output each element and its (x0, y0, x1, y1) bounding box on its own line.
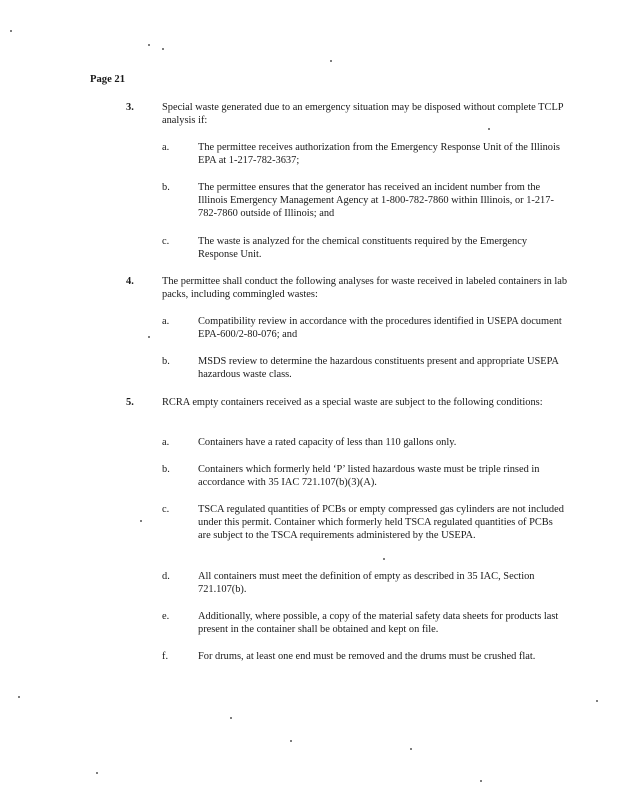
item-4b-text: MSDS review to determine the hazardous constituents present and appropriate USEPA hazardous waste class. (198, 356, 559, 381)
item-4a-letter: a. (162, 316, 170, 327)
item-5f-letter: f. (162, 651, 169, 662)
scan-speck (148, 336, 150, 338)
item-5b-text: Containers which formerly held ‘P’ listed hazardous waste must be triple rinsed in accordance with 35 IAC 721.107(b)(3)(A). (198, 464, 540, 489)
scan-speck (230, 717, 232, 719)
scan-speck (162, 48, 164, 50)
item-3a-letter: a. (162, 142, 170, 153)
item-3c-text: The waste is analyzed for the chemical constituents required by the Emergency Response Unit. (198, 236, 528, 261)
scan-speck (140, 520, 142, 522)
item-5a-text: Containers have a rated capacity of less than 110 gallons only. (198, 437, 457, 448)
item-5e-text: Additionally, where possible, a copy of the material safety data sheets for products last present in the container shall be obtained and kept on file. (198, 611, 559, 636)
item-5c-letter: c. (162, 504, 170, 515)
item-5-number: 5. (126, 397, 134, 408)
scan-speck (10, 30, 12, 32)
scan-speck (18, 696, 20, 698)
item-5e-letter: e. (162, 611, 170, 622)
item-5f-text: For drums, at least one end must be removed and the drums must be crushed flat. (198, 651, 536, 662)
item-5a-letter: a. (162, 437, 170, 448)
item-4b-letter: b. (162, 356, 170, 367)
item-5-text: RCRA empty containers received as a special waste are subject to the following conditions: (162, 397, 543, 408)
scan-speck (410, 748, 412, 750)
scan-speck (290, 740, 292, 742)
item-3b-text: The permittee ensures that the generator has received an incident number from the Illinois Emergency Management Agency at 1-800-782-7860 within Illinois, or 1-217-782-7860 outside of Illinois; and (198, 182, 554, 220)
item-4a-text: Compatibility review in accordance with the procedures identified in USEPA document EPA-600/2-80-076; and (198, 316, 562, 341)
item-3a-text: The permittee receives authorization from the Emergency Response Unit of the Illinois EPA at 1-217-782-3637; (198, 142, 560, 167)
scan-speck (96, 772, 98, 774)
scan-speck (488, 128, 490, 130)
item-3-text: Special waste generated due to an emergency situation may be disposed without complete TCLP analysis if: (162, 102, 564, 127)
page-number: Page 21 (90, 74, 126, 85)
scan-speck (148, 44, 150, 46)
item-3-number: 3. (126, 102, 134, 113)
item-4-number: 4. (126, 276, 134, 287)
scan-speck (596, 700, 598, 702)
item-3c-letter: c. (162, 236, 170, 247)
item-5b-letter: b. (162, 464, 170, 475)
item-5d-letter: d. (162, 571, 170, 582)
scan-speck (330, 60, 332, 62)
item-4-text: The permittee shall conduct the following analyses for waste received in labeled containers in lab packs, including commingled wastes: (162, 276, 568, 301)
scan-speck (480, 780, 482, 782)
item-5c-text: TSCA regulated quantities of PCBs or empty compressed gas cylinders are not included under this permit. Container which formerly held TSCA regulated quantities of PCBs are subject to the TSCA requirements administered by the USEPA. (198, 504, 564, 542)
item-3b-letter: b. (162, 182, 170, 193)
scan-speck (383, 558, 385, 560)
item-5d-text: All containers must meet the definition of empty as described in 35 IAC, Section 721.107(b). (198, 571, 535, 596)
